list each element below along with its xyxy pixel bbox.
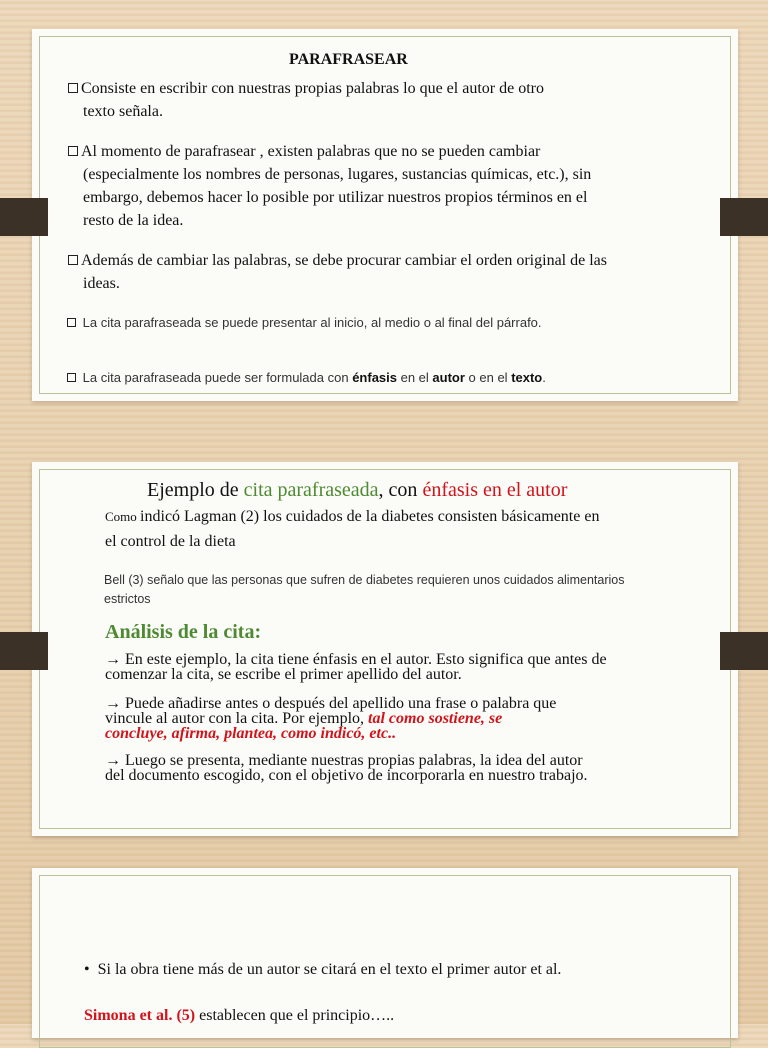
example-1-line-1: Como indicó Lagman (2) los cuidados de la diabetes consisten básicamente en xyxy=(105,508,600,525)
checkbox-bullet-icon xyxy=(68,255,78,265)
bullet-2-line-1: Al momento de parafrasear , existen palabras que no se pueden cambiar xyxy=(68,140,540,163)
left-tab xyxy=(0,632,48,670)
bullet-3-line-2: ideas. xyxy=(83,275,120,292)
checkbox-bullet-icon xyxy=(67,318,76,327)
analysis-2-line-3: concluye, afirma, plantea, como indicó, etc.. xyxy=(105,725,397,742)
analysis-3-line-1: → Luego se presenta, mediante nuestras propias palabras, la idea del autor xyxy=(105,752,583,769)
bullet-3-line-1: Además de cambiar las palabras, se debe procurar cambiar el orden original de las xyxy=(68,249,607,272)
analysis-heading: Análisis de la cita: xyxy=(105,621,262,643)
right-tab xyxy=(720,632,768,670)
bullet-1-line-2: texto señala. xyxy=(83,103,163,120)
checkbox-bullet-icon xyxy=(67,373,76,382)
left-tab xyxy=(0,198,48,236)
bullet-5: La cita parafraseada puede ser formulada con énfasis en el autor o en el texto. xyxy=(67,369,546,386)
example-2-line-2: estrictos xyxy=(104,592,151,606)
checkbox-bullet-icon xyxy=(68,146,78,156)
analysis-2-line-2: vincule al autor con la cita. Por ejemplo, tal como sostiene, se xyxy=(105,710,503,727)
slide3-example: Simona et al. (5) establecen que el principio….. xyxy=(84,1007,395,1024)
analysis-1-line-2: comenzar la cita, se escribe el primer apellido del autor. xyxy=(105,666,462,683)
bullet-2-line-4: resto de la idea. xyxy=(83,212,184,229)
slide2-title: Ejemplo de cita parafraseada, con énfasis en el autor xyxy=(147,479,568,501)
analysis-3-line-2: del documento escogido, con el objetivo de incorporarla en nuestro trabajo. xyxy=(105,767,588,784)
slide1-title: PARAFRASEAR xyxy=(289,51,408,68)
example-1-line-2: el control de la dieta xyxy=(105,533,236,550)
checkbox-bullet-icon xyxy=(68,83,78,93)
right-tab xyxy=(720,198,768,236)
example-2-line-1: Bell (3) señalo que las personas que sufren de diabetes requieren unos cuidados alimentarios xyxy=(104,573,625,587)
bullet-4: La cita parafraseada se puede presentar al inicio, al medio o al final del párrafo. xyxy=(67,314,542,331)
analysis-2-line-1: → Puede añadirse antes o después del apellido una frase o palabra que xyxy=(105,695,557,712)
slide3-bullet: • Si la obra tiene más de un autor se citará en el texto el primer autor et al. xyxy=(84,961,562,978)
analysis-1-line-1: → En este ejemplo, la cita tiene énfasis en el autor. Esto significa que antes de xyxy=(105,651,607,668)
bullet-2-line-3: embargo, debemos hacer lo posible por utilizar nuestros propios términos en el xyxy=(83,189,588,206)
bullet-2-line-2: (especialmente los nombres de personas, lugares, sustancias químicas, etc.), sin xyxy=(83,166,592,183)
bullet-1-line-1: Consiste en escribir con nuestras propias palabras lo que el autor de otro xyxy=(68,77,544,100)
